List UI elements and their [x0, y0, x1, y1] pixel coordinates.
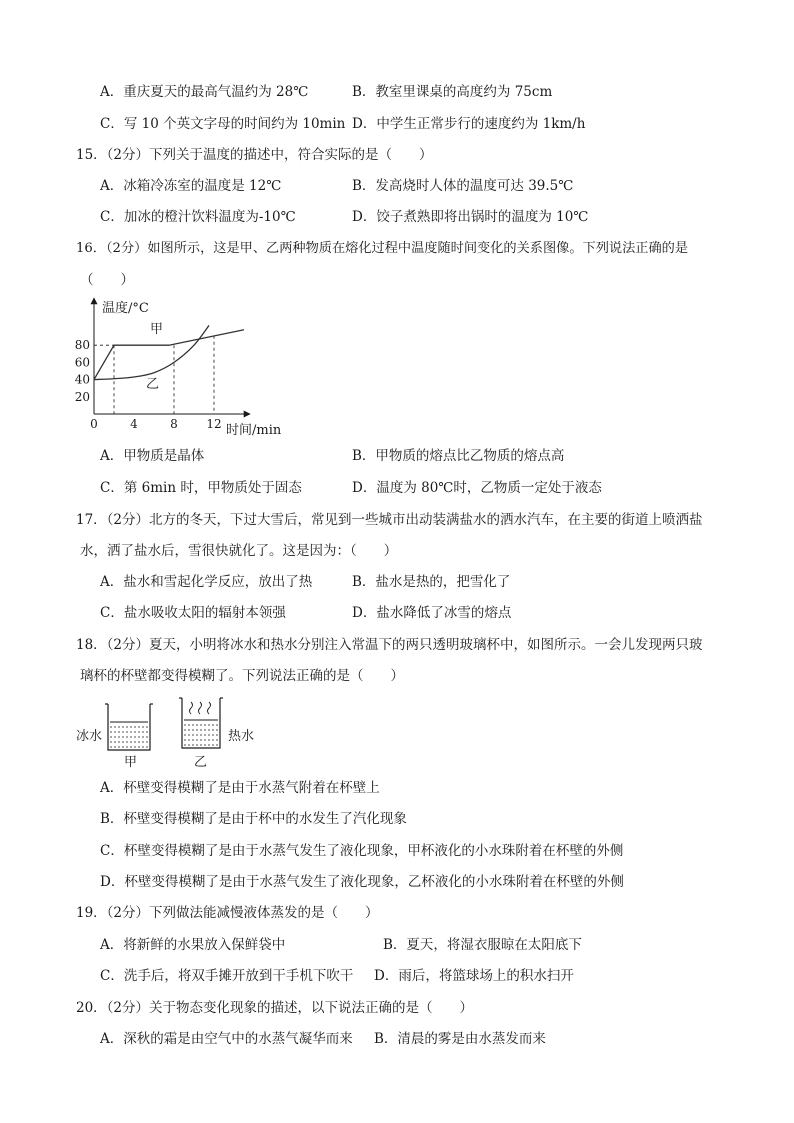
q18-stem-line2: 璃杯的杯壁都变得模糊了。下列说法正确的是（ ）	[80, 668, 404, 684]
q15-option-a: A．冰箱冷冻室的温度是 12℃	[100, 178, 282, 194]
series-label-jia: 甲	[150, 322, 164, 337]
q15-stem: 15．（2分）下列关于温度的描述中，符合实际的是（ ）	[76, 147, 433, 163]
cup-jia	[105, 704, 153, 750]
q17-option-d: D．盐水降低了冰雪的熔点	[352, 605, 512, 621]
q18-option-a: A．杯壁变得模糊了是由于水蒸气附着在杯壁上	[100, 780, 380, 796]
y-tick-label: 80	[74, 338, 90, 353]
q16-stem-line2: （ ）	[80, 272, 134, 288]
y-axis-label: 温度/°C	[102, 301, 149, 316]
q16-option-d: D．温度为 80℃时，乙物质一定处于液态	[352, 480, 602, 496]
q17-option-a: A．盐水和雪起化学反应，放出了热	[100, 574, 313, 590]
label-cup-jia: 甲	[124, 755, 138, 770]
q18-option-d: D．杯壁变得模糊了是由于水蒸气发生了液化现象，乙杯液化的小水珠附着在杯壁的外侧	[100, 874, 624, 890]
q15-option-c: C．加冰的橙汁饮料温度为-10℃	[100, 209, 296, 225]
x-tick-label: 8	[170, 417, 178, 431]
x-tick-label: 12	[206, 417, 222, 431]
x-tick-label: 0	[90, 417, 98, 431]
q19-option-d: D．雨后，将篮球场上的积水扫开	[374, 968, 574, 984]
q20-stem: 20．（2分）关于物态变化现象的描述，以下说法正确的是（ ）	[76, 1000, 474, 1016]
q16-stem-line1: 16．（2分）如图所示，这是甲、乙两种物质在熔化过程中温度随时间变化的关系图像。下列说法正确的是	[76, 241, 689, 256]
q20-option-a: A．深秋的霜是由空气中的水蒸气凝华而来	[100, 1031, 353, 1047]
q16-option-b: B．甲物质的熔点比乙物质的熔点高	[352, 448, 565, 464]
q18-option-b: B．杯壁变得模糊了是由于杯中的水发生了汽化现象	[100, 811, 407, 827]
y-tick-label: 60	[74, 355, 90, 370]
label-hot-water: 热水	[228, 729, 255, 744]
y-tick-label: 20	[74, 389, 90, 404]
q19-option-a: A．将新鲜的水果放入保鲜袋中	[100, 937, 286, 953]
q15-option-b: B．发高烧时人体的温度可达 39.5℃	[352, 178, 574, 194]
cup-yi	[179, 698, 223, 748]
label-ice-water: 冰水	[76, 729, 103, 744]
q20-option-b: B．清晨的雾是由水蒸发而来	[374, 1031, 546, 1047]
q14-option-a: A．重庆夏天的最高气温约为 28℃	[100, 84, 309, 100]
q17-option-c: C．盐水吸收太阳的辐射本领强	[100, 605, 286, 621]
q14-option-d: D．中学生正常步行的速度约为 1km/h	[352, 116, 586, 132]
q16-option-c: C．第 6min 时，甲物质处于固态	[100, 480, 302, 496]
q15-option-d: D．饺子煮熟即将出锅时的温度为 10℃	[352, 209, 589, 225]
q17-stem-line1: 17．（2分）北方的冬天，下过大雪后，常见到一些城市出动装满盐水的洒水汽车，在主要的街道上喷洒盐	[76, 512, 703, 528]
x-axis-label: 时间/min	[226, 423, 282, 438]
q17-stem-line2: 水，洒了盐水后，雪很快就化了。这是因为：（ ）	[80, 543, 398, 559]
q18-stem-line1: 18．（2分）夏天，小明将冰水和热水分别注入常温下的两只透明玻璃杯中，如图所示。一会儿发现两只玻	[76, 637, 703, 653]
x-tick-label: 4	[130, 417, 138, 431]
q17-option-b: B．盐水是热的，把雪化了	[352, 574, 511, 590]
y-tick-label: 40	[74, 372, 90, 387]
cups-figure	[72, 690, 272, 770]
q19-stem: 19．（2分）下列做法能减慢液体蒸发的是（ ）	[76, 905, 379, 921]
series-label-yi: 乙	[146, 377, 160, 392]
q19-option-b: B．夏天，将湿衣服晾在太阳底下	[383, 937, 582, 953]
q16-option-a: A．甲物质是晶体	[100, 448, 205, 464]
series-line-jia	[94, 330, 244, 380]
q14-option-c: C．写 10 个英文字母的时间约为 10min	[100, 116, 346, 132]
label-cup-yi: 乙	[194, 755, 208, 770]
q18-option-c: C．杯壁变得模糊了是由于水蒸气发生了液化现象，甲杯液化的小水珠附着在杯壁的外侧	[100, 843, 624, 859]
q14-option-b: B．教室里课桌的高度约为 75cm	[352, 84, 553, 100]
q19-option-c: C．洗手后，将双手摊开放到干手机下吹干	[100, 968, 354, 984]
melting-chart	[70, 290, 300, 440]
